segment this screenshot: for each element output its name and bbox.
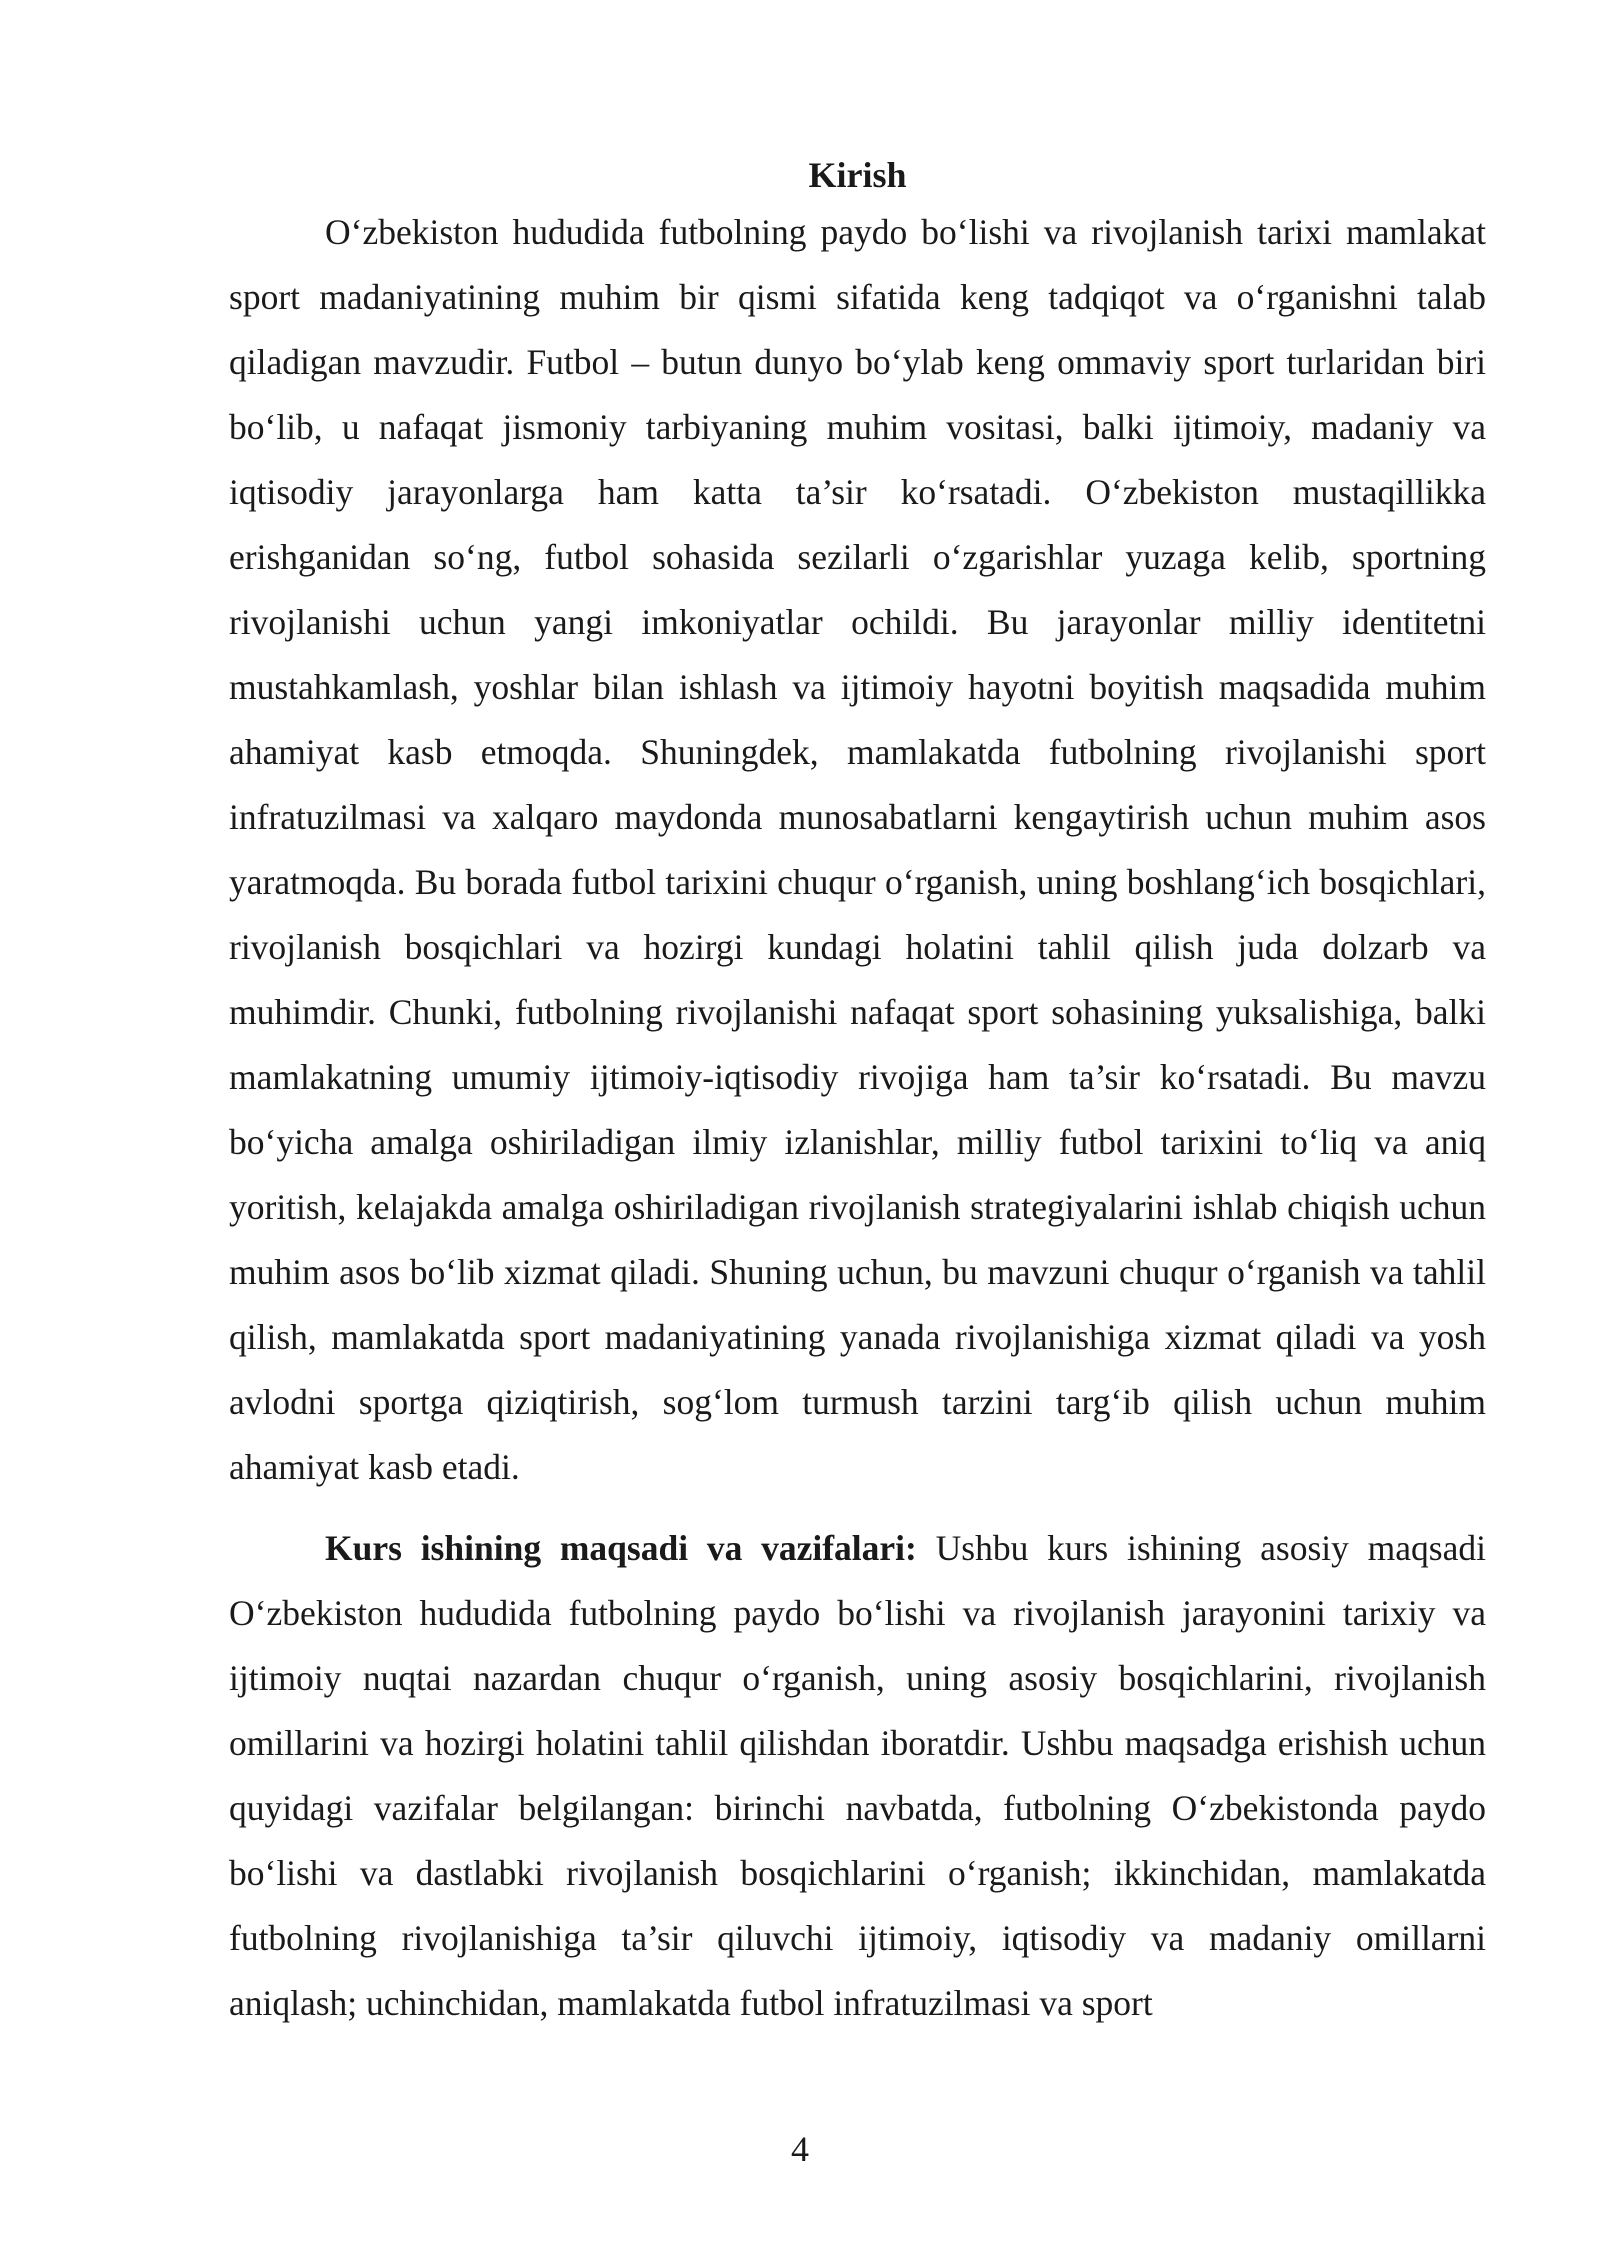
goals-paragraph: [229, 1516, 1486, 2036]
page-content: [229, 150, 1486, 2036]
page-number: 4: [791, 2129, 809, 2169]
section-heading: Kirish: [808, 155, 907, 195]
paragraph-lead: Kurs ishining maqsadi va vazifalari:: [325, 1528, 917, 1568]
intro-paragraph: [229, 200, 1486, 1500]
paragraph-text: O‘zbekiston hududida futbolning paydo bo‘lishi va rivojlanish tarixi mamlakat sport madaniyatining muhim bir qismi sifatida keng tadqiqot va o‘rganishni talab qiladigan mavzudir. Futbol – butun dunyo bo‘ylab keng ommaviy sport turlaridan biri bo‘lib, u nafaqat jismoniy tarbiyaning muhim vositasi, balki ijtimoiy, madaniy va iqtisodiy jarayonlarga ham katta ta’sir ko‘rsatadi. O‘zbekiston mustaqillikka erishganidan so‘ng, futbol sohasida sezilarli o‘zgarishlar yuzaga kelib, sportning rivojlanishi uchun yangi imkoniyatlar ochildi. Bu jarayonlar milliy identitetni mustahkamlash, yoshlar bilan ishlash va ijtimoiy hayotni boyitish maqsadida muhim ahamiyat kasb etmoqda. Shuningdek, mamlakatda futbolning rivojlanishi sport infratuzilmasi va xalqaro maydonda munosabatlarni kengaytirish uchun muhim asos yaratmoqda. Bu borada futbol tarixini chuqur o‘rganish, uning boshlang‘ich bosqichlari, rivojlanish bosqichlari va hozirgi kundagi holatini tahlil qilish juda dolzarb va muhimdir. Chunki, futbolning rivojlanishi nafaqat sport sohasining yuksalishiga, balki mamlakatning umumiy ijtimoiy-iqtisodiy rivojiga ham ta’sir ko‘rsatadi. Bu mavzu bo‘yicha amalga oshiriladigan ilmiy izlanishlar, milliy futbol tarixini to‘liq va aniq yoritish, kelajakda amalga oshiriladigan rivojlanish strategiyalarini ishlab chiqish uchun muhim asos bo‘lib xizmat qiladi. Shuning uchun, bu mavzuni chuqur o‘rganish va tahlil qilish, mamlakatda sport madaniyatining yanada rivojlanishiga xizmat qiladi va yosh avlodni sportga qiziqtirish, sog‘lom turmush tarzini targ‘ib qilish uchun muhim ahamiyat kasb etadi.: [229, 212, 1486, 1487]
paragraph-text: Ushbu kurs ishining asosiy maqsadi O‘zbekiston hududida futbolning paydo bo‘lishi va rivojlanish jarayonini tarixiy va ijtimoiy nuqtai nazardan chuqur o‘rganish, uning asosiy bosqichlarini, rivojlanish omillarini va hozirgi holatini tahlil qilishdan iboratdir. Ushbu maqsadga erishish uchun quyidagi vazifalar belgilangan: birinchi navbatda, futbolning O‘zbekistonda paydo bo‘lishi va dastlabki rivojlanish bosqichlarini o‘rganish; ikkinchidan, mamlakatda futbolning rivojlanishiga ta’sir qiluvchi ijtimoiy, iqtisodiy va madaniy omillarni aniqlash; uchinchidan, mamlakatda futbol infratuzilmasi va sport: [229, 1528, 1486, 2023]
